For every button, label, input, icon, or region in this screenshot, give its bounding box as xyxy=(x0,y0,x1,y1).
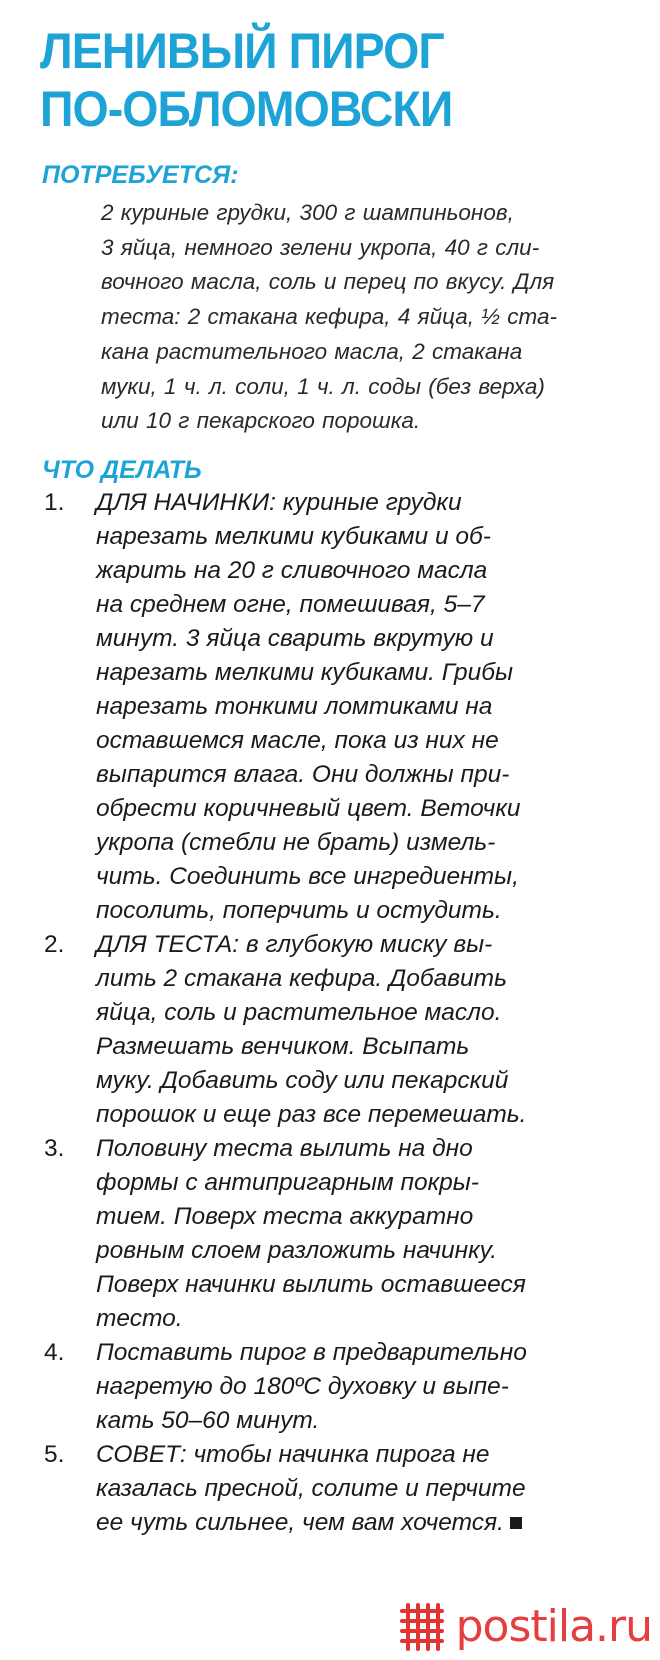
step-line-last xyxy=(96,1506,630,1540)
step-line: Размешать венчиком. Всыпать xyxy=(96,1033,470,1060)
step-line: порошок и еще раз все перемешать. xyxy=(96,1101,527,1128)
watermark-text: postila.ru xyxy=(455,1601,652,1652)
step-line: жарить на 20 г сливочного масла xyxy=(96,557,488,584)
ingredients-heading: ПОТРЕБУЕТСЯ: xyxy=(42,161,239,189)
step-line: лить 2 стакана кефира. Добавить xyxy=(96,965,507,992)
step-line: нарезать тонкими ломтиками на xyxy=(96,693,493,720)
step-line: нарезать мелкими кубиками и об- xyxy=(96,523,491,550)
step-line: кать 50–60 минут. xyxy=(96,1407,320,1434)
step-line: выпарится влага. Они должны при- xyxy=(96,761,510,788)
ingredients-line: вочного масла, соль и перец по вкусу. Для xyxy=(101,269,555,295)
step-line: муку. Добавить соду или пекарский xyxy=(96,1067,509,1094)
step-line: казалась пресной, солите и перчите xyxy=(96,1475,526,1502)
step-number: 3. xyxy=(44,1135,65,1162)
postila-logo-icon xyxy=(394,1599,450,1655)
step-line: формы с антипригарным покры- xyxy=(96,1169,479,1196)
step-line: тием. Поверх теста аккуратно xyxy=(96,1203,474,1230)
step-line: Поверх начинки вылить оставшееся xyxy=(96,1271,526,1298)
step-1 xyxy=(40,486,630,928)
step-line-text: ее чуть сильнее, чем вам хочется. xyxy=(96,1509,504,1536)
step-5 xyxy=(40,1438,630,1540)
steps-list xyxy=(40,486,630,1540)
step-line: Половину теста вылить на дно xyxy=(96,1135,473,1162)
step-line: минут. 3 яйца сварить вкрутую и xyxy=(96,625,494,652)
step-3 xyxy=(40,1132,630,1336)
step-line: ровным слоем разложить начинку. xyxy=(96,1237,498,1264)
step-line: на среднем огне, помешивая, 5–7 xyxy=(96,591,485,618)
watermark xyxy=(394,1599,652,1655)
ingredients-text xyxy=(101,196,611,439)
step-line: укропа (стебли не брать) измель- xyxy=(96,829,496,856)
step-line: ДЛЯ НАЧИНКИ: куриные грудки xyxy=(96,489,462,516)
step-line: СОВЕТ: чтобы начинка пирога не xyxy=(96,1441,490,1468)
step-line: тесто. xyxy=(96,1305,183,1332)
step-number: 2. xyxy=(44,931,65,958)
step-number: 4. xyxy=(44,1339,65,1366)
step-line: ДЛЯ ТЕСТА: в глубокую миску вы- xyxy=(96,931,493,958)
step-line: яйца, соль и растительное масло. xyxy=(96,999,502,1026)
step-2 xyxy=(40,928,630,1132)
step-line: нагретую до 180ºС духовку и выпе- xyxy=(96,1373,509,1400)
ingredients-line: 3 яйца, немного зелени укропа, 40 г сли- xyxy=(101,234,540,260)
ingredients-line: 2 куриные грудки, 300 г шампиньонов, xyxy=(101,200,514,225)
end-square-icon xyxy=(510,1517,522,1529)
step-number: 5. xyxy=(44,1441,65,1468)
ingredients-line: кана растительного масла, 2 стакана xyxy=(101,338,523,364)
steps-heading: ЧТО ДЕЛАТЬ xyxy=(42,456,202,484)
step-line: обрести коричневый цвет. Веточки xyxy=(96,795,521,822)
step-4 xyxy=(40,1336,630,1438)
step-line: чить. Соединить все ингредиенты, xyxy=(96,863,519,890)
recipe-title xyxy=(40,22,579,138)
ingredients-line: теста: 2 стакана кефира, 4 яйца, ½ ста- xyxy=(101,304,557,330)
title-line-1: ЛЕНИВЫЙ ПИРОГ xyxy=(40,23,444,79)
step-line: оставшемся масле, пока из них не xyxy=(96,727,499,754)
step-line: Поставить пирог в предварительно xyxy=(96,1339,527,1366)
step-line: нарезать мелкими кубиками. Грибы xyxy=(96,659,514,686)
title-line-2: ПО-ОБЛОМОВСКИ xyxy=(40,81,453,137)
step-line: посолить, поперчить и остудить. xyxy=(96,897,502,924)
step-number: 1. xyxy=(44,489,65,516)
ingredients-line: или 10 г пекарского порошка. xyxy=(101,408,421,434)
ingredients-line: муки, 1 ч. л. соли, 1 ч. л. соды (без верха) xyxy=(101,373,545,399)
